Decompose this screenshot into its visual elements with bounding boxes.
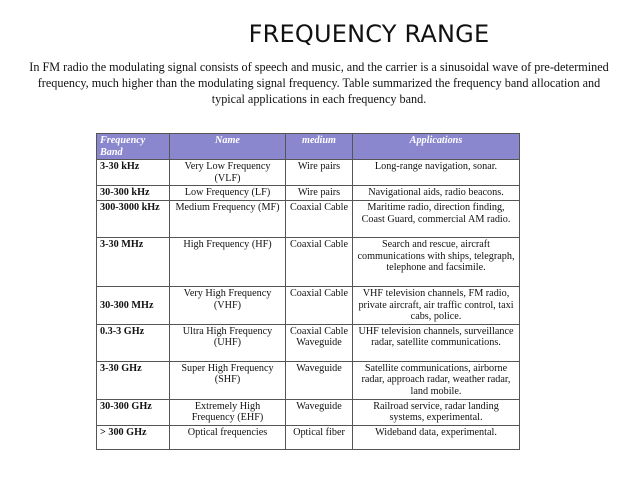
table-row <box>97 324 520 361</box>
header-name: Name <box>170 134 286 160</box>
table-row <box>97 186 520 201</box>
table-row <box>97 237 520 286</box>
cell-band: 0.3-3 GHz <box>97 324 170 361</box>
table-header-row <box>97 134 520 160</box>
cell-band: 3-30 MHz <box>97 237 170 286</box>
cell-application: Railroad service, radar landing systems, experimental. <box>353 399 520 425</box>
header-applications: Applications <box>353 134 520 160</box>
cell-medium: Waveguide <box>286 361 353 399</box>
cell-application: UHF television channels, surveillance radar, satellite communications. <box>353 324 520 361</box>
cell-band: 3-30 kHz <box>97 160 170 186</box>
header-medium: medium <box>286 134 353 160</box>
cell-name: Ultra High Frequency (UHF) <box>170 324 286 361</box>
intro-paragraph: In FM radio the modulating signal consists of speech and music, and the carrier is a sinusoidal wave of pre-determined frequency, much higher than the modulating signal frequency. Table summarized the frequency band allocation and typical applications in each frequency band. <box>29 60 609 106</box>
frequency-band-table <box>96 133 520 450</box>
cell-band: 3-30 GHz <box>97 361 170 399</box>
table-row <box>97 399 520 425</box>
cell-name: Medium Frequency (MF) <box>170 200 286 237</box>
table-row <box>97 286 520 324</box>
page-title: FREQUENCY RANGE <box>248 20 490 48</box>
cell-medium: Waveguide <box>286 399 353 425</box>
cell-application: Satellite communications, airborne radar, approach radar, weather radar, land mobile. <box>353 361 520 399</box>
cell-name: High Frequency (HF) <box>170 237 286 286</box>
cell-name: Optical frequencies <box>170 425 286 449</box>
cell-name: Very Low Frequency (VLF) <box>170 160 286 186</box>
cell-name: Extremely High Frequency (EHF) <box>170 399 286 425</box>
cell-medium: Coaxial Cable <box>286 237 353 286</box>
cell-application: Wideband data, experimental. <box>353 425 520 449</box>
cell-application: VHF television channels, FM radio, private aircraft, air traffic control, taxi cabs, police. <box>353 286 520 324</box>
table-row <box>97 361 520 399</box>
table-row <box>97 425 520 449</box>
cell-name: Very High Frequency (VHF) <box>170 286 286 324</box>
cell-medium: Wire pairs <box>286 160 353 186</box>
cell-band: 30-300 MHz <box>97 286 170 324</box>
cell-medium: Coaxial Cable Waveguide <box>286 324 353 361</box>
cell-medium: Coaxial Cable <box>286 200 353 237</box>
cell-medium: Coaxial Cable <box>286 286 353 324</box>
cell-medium: Wire pairs <box>286 186 353 201</box>
cell-medium: Optical fiber <box>286 425 353 449</box>
cell-band: 30-300 kHz <box>97 186 170 201</box>
header-frequency-band: Frequency Band <box>97 134 170 160</box>
cell-application: Maritime radio, direction finding, Coast Guard, commercial AM radio. <box>353 200 520 237</box>
table-row <box>97 200 520 237</box>
cell-band: 30-300 GHz <box>97 399 170 425</box>
cell-name: Low Frequency (LF) <box>170 186 286 201</box>
table-row <box>97 160 520 186</box>
cell-application: Search and rescue, aircraft communications with ships, telegraph, telephone and facsimile. <box>353 237 520 286</box>
cell-band: > 300 GHz <box>97 425 170 449</box>
cell-name: Super High Frequency (SHF) <box>170 361 286 399</box>
cell-application: Navigational aids, radio beacons. <box>353 186 520 201</box>
cell-band: 300-3000 kHz <box>97 200 170 237</box>
cell-application: Long-range navigation, sonar. <box>353 160 520 186</box>
